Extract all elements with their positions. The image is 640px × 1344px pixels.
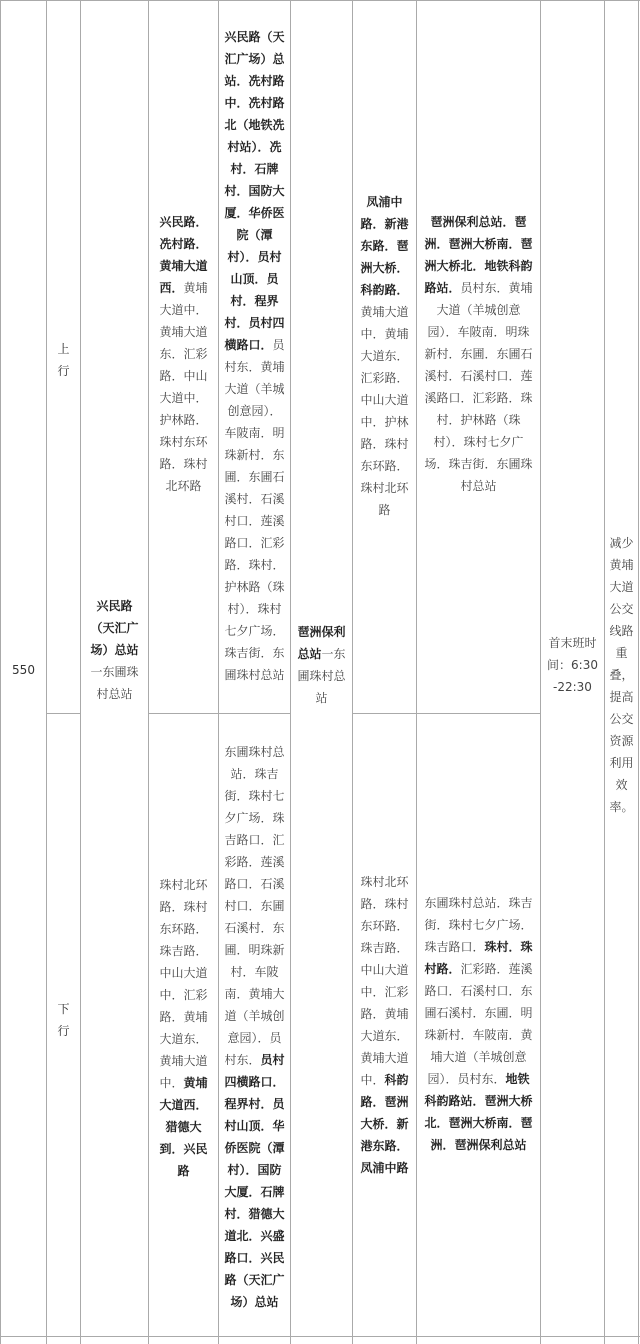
border-top — [0, 0, 640, 1]
new-route-down-normal: 东圃珠村总站．珠吉街．珠村七夕广场．珠吉路口．汇彩路．莲溪路口．石溪村口．东圃石溪村．东圃．明珠新村．车陂南．黄埔大道（羊城创意园）．员村东． — [224, 745, 285, 1067]
row-sep-b — [148, 713, 290, 714]
new-route-up — [219, 8, 290, 704]
schedule-text: 首末班时间：6:30-22:30 — [547, 636, 598, 694]
new-route-b-down — [417, 886, 540, 1162]
old-route-up-bold: 兴民路．冼村路．黄埔大道西． — [159, 215, 208, 295]
row-sep-a — [46, 713, 80, 714]
direction-down — [47, 980, 80, 1060]
new-route-b-down-bold-1: 珠村．珠村路． — [424, 940, 533, 976]
new-route-b-down-normal-1: 东圃珠村总站．珠吉街．珠村七夕广场．珠吉路口． — [424, 896, 533, 954]
new-start-end-station — [291, 610, 352, 720]
direction-up-text: 上行 — [57, 342, 70, 378]
new-route-up-bold: 兴民路（天汇广场）总站．冼村路中．冼村路北（地铁冼村站）．冼村．石牌村．国防大厦．华侨医院（潭村）．员村山顶．员村．程界村．员村四横路口． — [224, 30, 285, 352]
note — [605, 520, 638, 830]
new-route-b-down-normal-2: 汇彩路．莲溪路口．石溪村口．东圃石溪村．东圃．明珠新村．车陂南．黄埔大道（羊城创意园）．员村东． — [424, 962, 533, 1086]
old-route-b-up-bold: 凤浦中路．新港东路．琶洲大桥．科韵路． — [360, 195, 409, 297]
note-text: 减少黄埔大道公交线路重叠，提高公交资源利用效率。 — [609, 536, 634, 814]
old-route-b-down-normal: 珠村北环路．珠村东环路．珠吉路．中山大道中．汇彩路．黄埔大道东．黄埔大道中． — [360, 875, 409, 1087]
new-route-down — [219, 722, 290, 1332]
new-route-b-up — [417, 215, 540, 493]
old-route-b-down-bold: 科韵路．琶洲大桥．新港东路．凤浦中路 — [360, 1073, 409, 1175]
start-end-bold: 兴民路（天汇广场）总站 — [90, 599, 139, 657]
schedule — [541, 610, 604, 720]
new-route-up-normal: 员村东．黄埔大道（羊城创意园）．车陂南．明珠新村．东圃．东圃石溪村．石溪村口．莲溪路口．汇彩路．珠村．护林路（珠村）．珠村七夕广场．珠吉街．东圃珠村总站 — [224, 338, 285, 682]
new-start-end-normal: 一东圃珠村总站 — [297, 647, 346, 705]
old-route-down-normal: 珠村北环路．珠村东环路．珠吉路．中山大道中．汇彩路．黄埔大道东．黄埔大道中． — [159, 878, 208, 1090]
border-right — [638, 0, 639, 1344]
direction-up — [47, 320, 80, 400]
old-route-down — [149, 878, 218, 1178]
new-route-b-down-bold-2: 地铁科韵路站．琶洲大桥北．琶洲大桥南．琶洲．琶洲保利总站 — [424, 1072, 533, 1152]
old-route-b-up — [353, 195, 416, 517]
route-number — [1, 640, 46, 700]
old-route-up — [149, 215, 218, 493]
old-route-down-bold: 黄埔大道西．猎德大到．兴民路 — [159, 1076, 208, 1178]
start-end-station — [81, 580, 148, 720]
start-end-normal: 一东圃珠村总站 — [90, 665, 139, 701]
new-route-down-bold: 员村四横路口．程界村．员村山顶．华侨医院（潭村）．国防大厦．石牌村．猎德大道北．兴盛路口．兴民路（天汇广场）总站 — [224, 1053, 285, 1309]
new-route-b-up-bold: 琶洲保利总站．琶洲．琶洲大桥南．琶洲大桥北．地铁科韵路站． — [424, 215, 533, 295]
col-line-1 — [46, 0, 47, 1344]
old-route-b-up-normal: 黄埔大道中．黄埔大道东．汇彩路．中山大道中．护林路．珠村东环路．珠村北环路 — [360, 305, 409, 517]
direction-down-text: 下行 — [57, 1002, 70, 1038]
old-route-b-down — [353, 875, 416, 1175]
route-number-text: 550 — [12, 663, 35, 677]
row-sep-c — [352, 713, 540, 714]
old-route-up-normal: 黄埔大道中．黄埔大道东．汇彩路．中山大道中．护林路．珠村东环路．珠村北环路 — [159, 281, 208, 493]
new-route-b-up-normal: 员村东．黄埔大道（羊城创意园）．车陂南．明珠新村．东圃．东圃石溪村．石溪村口．莲溪路口．汇彩路．珠村．护林路（珠村）．珠村七夕广场．珠吉街．东圃珠村总站 — [424, 281, 533, 493]
new-start-end-bold: 琶洲保利总站 — [297, 625, 346, 661]
border-bottom — [0, 1336, 640, 1337]
